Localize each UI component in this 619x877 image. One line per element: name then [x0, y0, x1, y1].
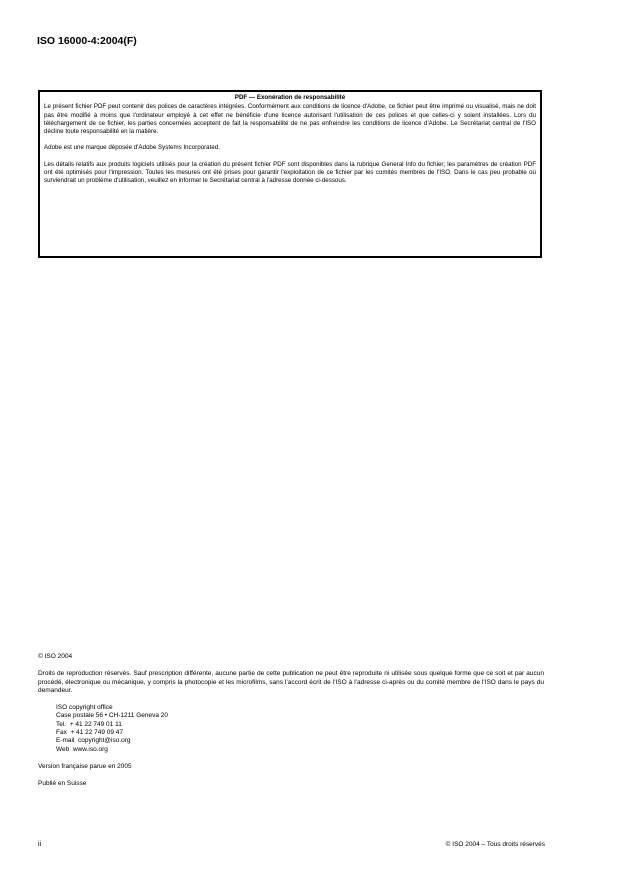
disclaimer-paragraph: Le présent fichier PDF peut contenir des polices de caractères intégrées. Conformément aux conditions de licence d'Adobe, ce fichier peut être imprimé ou visualisé, mais ne doit pas être modifié à moins que l'ordinateur employé à cet effet ne bénéficie d'une licence autorisant l'utilisation de ces polices et que celles-ci y soient installées. Lors du téléchargement de ce fichier, les parties concernées acceptent de fait la responsabilité de ne pas enfreindre les conditions de licence d'Adobe. Le Secrétariat central de l'ISO décline toute responsabilité en la matière.	[44, 103, 536, 136]
disclaimer-paragraph: Adobe est une marque déposée d'Adobe Systems Incorporated.	[44, 144, 220, 152]
disclaimer-title: PDF — Exonération de responsabilité	[234, 94, 346, 101]
address-line: Fax + 41 22 749 09 47	[56, 729, 124, 737]
version-note: Version française parue en 2005	[38, 762, 132, 770]
footer-copyright: © ISO 2004 – Tous droits réservés	[445, 841, 545, 848]
document-id: ISO 16000-4:2004(F)	[37, 35, 137, 47]
disclaimer-paragraph: Les détails relatifs aux produits logiciels utilisés pour la création du présent fichier PDF sont disponibles dans la rubrique General Info du fichier; les paramètres de création PDF ont été optimisés pour l'impression. Toutes les mesures ont été prises pour garantir l'exploitation de ce fichier par les comités membres de l'ISO. Dans le cas peu probable où surviendrait un problème d'utilisation, veuillez en informer le Secrétariat central à l'adresse donnée ci-dessous.	[44, 160, 536, 185]
copyright-year: © ISO 2004	[38, 653, 73, 660]
published-note: Publié en Suisse	[38, 780, 87, 788]
reproduction-rights-text: Droits de reproduction réservés. Sauf prescription différente, aucune partie de cette publication ne peut être reproduite ni utilisée sous quelque forme que ce soit et par aucun procédé, électronique ou mécanique, y compris la photocopie et les microfilms, sans l'accord écrit de l'ISO à l'adresse ci-après ou du comité membre de l'ISO dans le pays du demandeur.	[38, 670, 544, 694]
address-line: Web www.iso.org	[56, 745, 108, 753]
address-line: Tel. + 41 22 749 01 11	[56, 720, 122, 728]
copyright-block	[38, 653, 544, 789]
address-line: ISO copyright office	[56, 704, 113, 712]
pdf-disclaimer-box	[38, 90, 542, 258]
copyright-office-address	[38, 704, 544, 754]
page-number: ii	[38, 841, 42, 848]
address-line: E-mail copyright@iso.org	[56, 737, 131, 745]
address-line: Case postale 56 • CH-1211 Geneva 20	[56, 712, 169, 720]
